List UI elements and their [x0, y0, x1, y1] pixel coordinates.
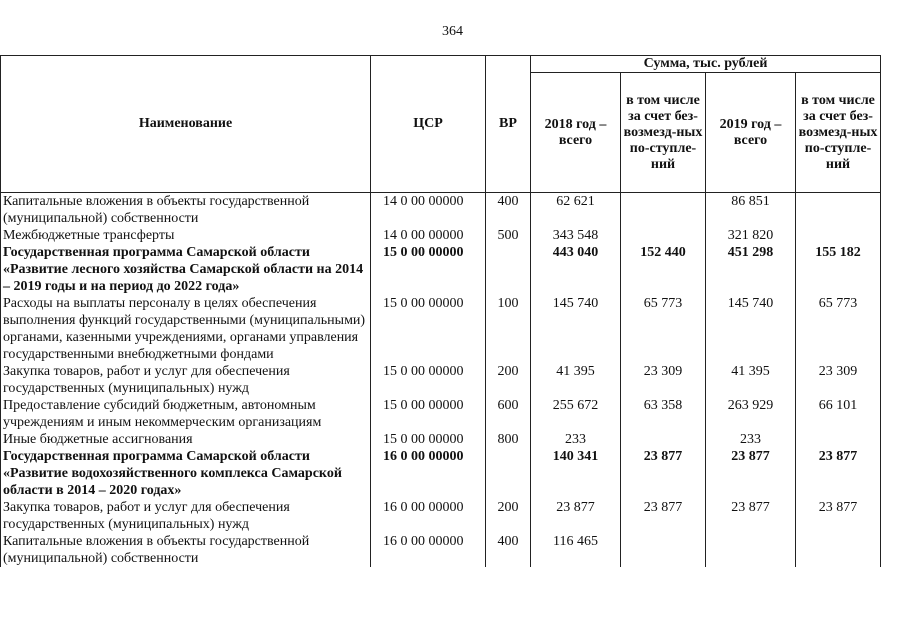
- row-name: Закупка товаров, работ и услуг для обеспечения государственных (муниципальных) нужд: [1, 499, 371, 533]
- row-vr: 800: [486, 431, 531, 448]
- row-vr: 400: [486, 533, 531, 567]
- header-csr: ЦСР: [371, 56, 486, 193]
- row-name: Иные бюджетные ассигнования: [1, 431, 371, 448]
- page-number: 364: [442, 24, 463, 39]
- table-row: [1, 397, 881, 431]
- row-2018-total: 145 740: [531, 295, 621, 363]
- row-2018-incl: 63 358: [621, 397, 706, 431]
- row-2019-total: 86 851: [706, 193, 796, 228]
- row-2018-incl: 23 309: [621, 363, 706, 397]
- header-name: Наименование: [1, 56, 371, 193]
- row-2018-incl: 23 877: [621, 448, 706, 499]
- row-csr: 15 0 00 00000: [371, 363, 486, 397]
- row-name: Предоставление субсидий бюджетным, автономным учреждениям и иным некоммерческим организациям: [1, 397, 371, 431]
- row-2019-total: 321 820: [706, 227, 796, 244]
- row-2019-total: 263 929: [706, 397, 796, 431]
- row-name: Капитальные вложения в объекты государственной (муниципальной) собственности: [1, 533, 371, 567]
- row-2018-total: 140 341: [531, 448, 621, 499]
- row-name: Расходы на выплаты персоналу в целях обеспечения выполнения функций государственными (муниципальными) органами, казенными учреждениями, органами управления государственными внебюджетными фондами: [1, 295, 371, 363]
- table-row: [1, 533, 881, 567]
- row-vr: 400: [486, 193, 531, 228]
- table-row: [1, 193, 881, 228]
- row-vr: 500: [486, 227, 531, 244]
- table-row: [1, 499, 881, 533]
- budget-table: [0, 55, 881, 567]
- row-csr: 15 0 00 00000: [371, 431, 486, 448]
- row-csr: 16 0 00 00000: [371, 533, 486, 567]
- row-2019-total: 41 395: [706, 363, 796, 397]
- row-2019-incl: [796, 193, 881, 228]
- row-2018-total: 233: [531, 431, 621, 448]
- row-2019-incl: [796, 227, 881, 244]
- row-vr: [486, 244, 531, 295]
- row-2019-incl: [796, 533, 881, 567]
- row-2018-incl: [621, 193, 706, 228]
- table-row: [1, 431, 881, 448]
- row-name: Государственная программа Самарской области «Развитие водохозяйственного комплекса Самарской области в 2014 – 2020 годах»: [1, 448, 371, 499]
- row-csr: 15 0 00 00000: [371, 244, 486, 295]
- row-2018-total: 255 672: [531, 397, 621, 431]
- row-csr: 16 0 00 00000: [371, 499, 486, 533]
- row-2018-total: 41 395: [531, 363, 621, 397]
- row-vr: [486, 448, 531, 499]
- table-row: [1, 227, 881, 244]
- row-2019-total: 233: [706, 431, 796, 448]
- row-2018-total: 343 548: [531, 227, 621, 244]
- header-vr: ВР: [486, 56, 531, 193]
- table-row: [1, 295, 881, 363]
- row-2019-incl: 65 773: [796, 295, 881, 363]
- row-2019-incl: 23 877: [796, 448, 881, 499]
- row-csr: 15 0 00 00000: [371, 397, 486, 431]
- row-2018-incl: [621, 431, 706, 448]
- row-name: Закупка товаров, работ и услуг для обеспечения государственных (муниципальных) нужд: [1, 363, 371, 397]
- row-csr: 16 0 00 00000: [371, 448, 486, 499]
- row-2019-total: 23 877: [706, 499, 796, 533]
- row-vr: 100: [486, 295, 531, 363]
- row-vr: 200: [486, 363, 531, 397]
- row-2018-total: 443 040: [531, 244, 621, 295]
- row-csr: 14 0 00 00000: [371, 193, 486, 228]
- table-row: [1, 363, 881, 397]
- header-2019-incl: в том числе за счет без-возмезд-ных по-ступле-ний: [796, 73, 881, 193]
- header-2018-incl: в том числе за счет без-возмезд-ных по-ступле-ний: [621, 73, 706, 193]
- row-vr: 600: [486, 397, 531, 431]
- row-csr: 15 0 00 00000: [371, 295, 486, 363]
- row-2019-total: 23 877: [706, 448, 796, 499]
- row-2019-incl: 66 101: [796, 397, 881, 431]
- header-2018-total: 2018 год – всего: [531, 73, 621, 193]
- header-2019-total: 2019 год – всего: [706, 73, 796, 193]
- row-vr: 200: [486, 499, 531, 533]
- header-sum-group: Сумма, тыс. рублей: [531, 56, 881, 73]
- table-row: [1, 448, 881, 499]
- row-2019-total: 451 298: [706, 244, 796, 295]
- row-2018-incl: 23 877: [621, 499, 706, 533]
- row-2018-incl: 65 773: [621, 295, 706, 363]
- row-2018-incl: [621, 533, 706, 567]
- row-name: Капитальные вложения в объекты государственной (муниципальной) собственности: [1, 193, 371, 228]
- row-2018-incl: 152 440: [621, 244, 706, 295]
- row-name: Государственная программа Самарской области «Развитие лесного хозяйства Самарской области на 2014 – 2019 годы и на период до 2022 года»: [1, 244, 371, 295]
- row-2019-incl: 23 877: [796, 499, 881, 533]
- row-name: Межбюджетные трансферты: [1, 227, 371, 244]
- row-2019-incl: [796, 431, 881, 448]
- row-2019-incl: 155 182: [796, 244, 881, 295]
- row-csr: 14 0 00 00000: [371, 227, 486, 244]
- row-2018-incl: [621, 227, 706, 244]
- row-2019-incl: 23 309: [796, 363, 881, 397]
- row-2018-total: 23 877: [531, 499, 621, 533]
- row-2018-total: 62 621: [531, 193, 621, 228]
- table-row: [1, 244, 881, 295]
- row-2019-total: 145 740: [706, 295, 796, 363]
- row-2018-total: 116 465: [531, 533, 621, 567]
- row-2019-total: [706, 533, 796, 567]
